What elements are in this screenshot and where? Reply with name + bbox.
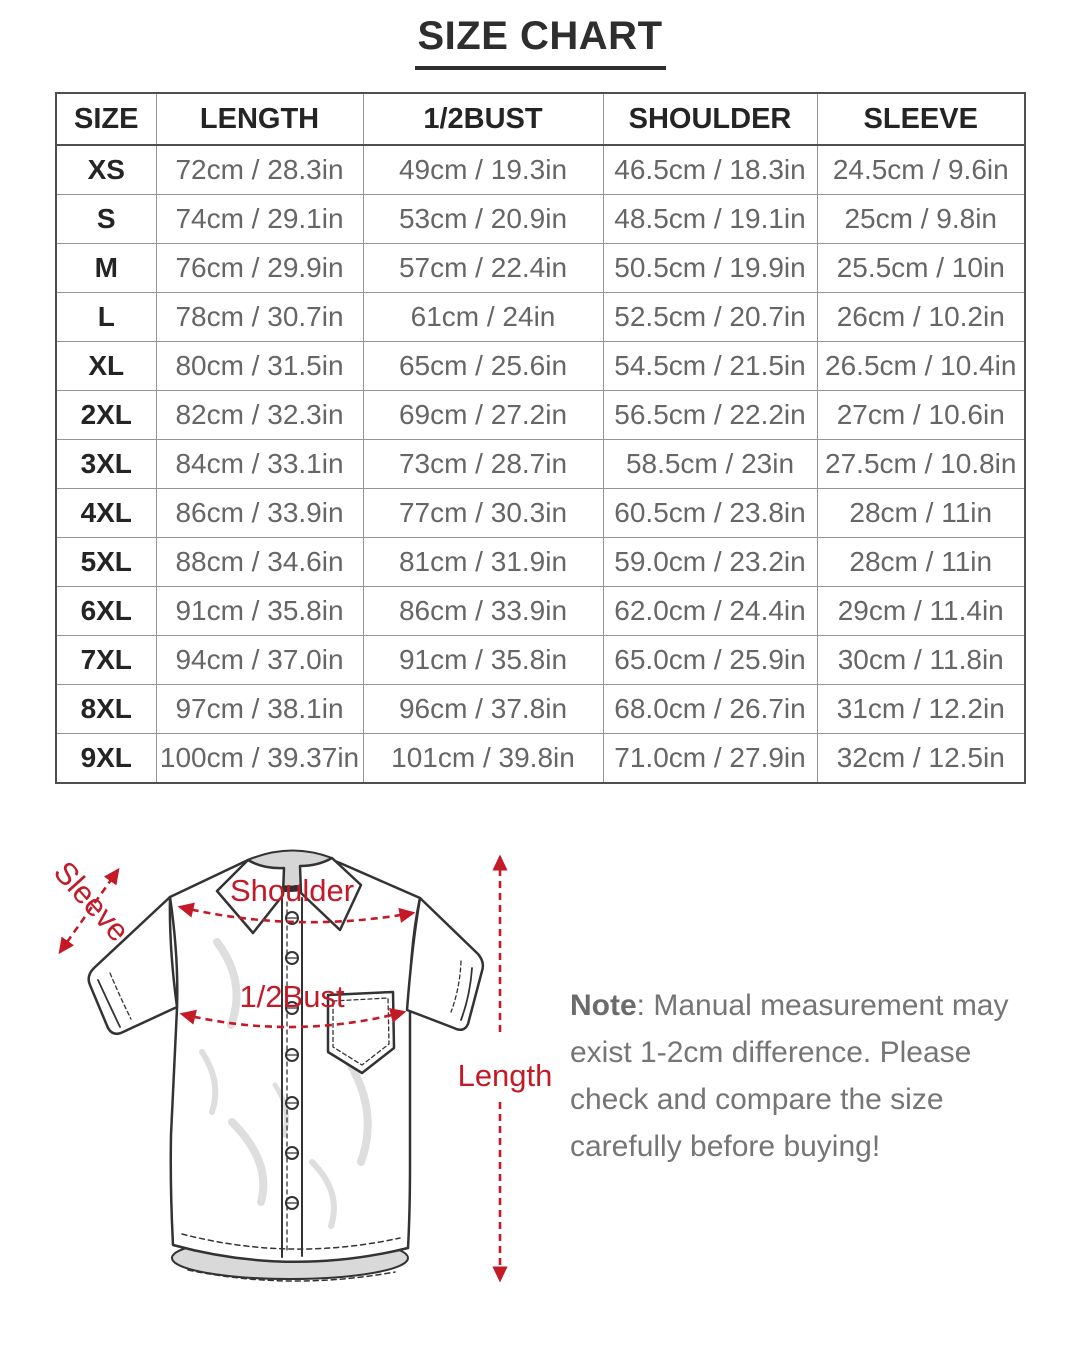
shoulder-cell: 56.5cm / 22.2in	[603, 391, 817, 440]
measurement-note	[570, 982, 1048, 1170]
length-cell: 82cm / 32.3in	[156, 391, 363, 440]
length-cell: 78cm / 30.7in	[156, 293, 363, 342]
table-header-row	[56, 93, 1025, 145]
bust-cell: 91cm / 35.8in	[363, 636, 603, 685]
size-row	[56, 538, 1025, 587]
bust-cell: 81cm / 31.9in	[363, 538, 603, 587]
shoulder-cell: 65.0cm / 25.9in	[603, 636, 817, 685]
sleeve-label: Sleeve	[46, 854, 137, 949]
size-cell: XL	[56, 342, 156, 391]
sleeve-cell: 27.5cm / 10.8in	[817, 440, 1025, 489]
bust-cell: 73cm / 28.7in	[363, 440, 603, 489]
length-cell: 91cm / 35.8in	[156, 587, 363, 636]
length-cell: 100cm / 39.37in	[156, 734, 363, 784]
shoulder-cell: 60.5cm / 23.8in	[603, 489, 817, 538]
size-row	[56, 440, 1025, 489]
length-cell: 84cm / 33.1in	[156, 440, 363, 489]
size-cell: 2XL	[56, 391, 156, 440]
size-chart-table	[55, 92, 1026, 784]
size-row	[56, 636, 1025, 685]
length-cell: 72cm / 28.3in	[156, 145, 363, 195]
sleeve-cell: 31cm / 12.2in	[817, 685, 1025, 734]
size-cell: L	[56, 293, 156, 342]
sleeve-cell: 32cm / 12.5in	[817, 734, 1025, 784]
bust-cell: 69cm / 27.2in	[363, 391, 603, 440]
sleeve-cell: 25cm / 9.8in	[817, 195, 1025, 244]
shoulder-cell: 54.5cm / 21.5in	[603, 342, 817, 391]
size-cell: S	[56, 195, 156, 244]
bust-cell: 86cm / 33.9in	[363, 587, 603, 636]
shoulder-cell: 52.5cm / 20.7in	[603, 293, 817, 342]
bust-label: 1/2Bust	[239, 979, 345, 1014]
shoulder-cell: 50.5cm / 19.9in	[603, 244, 817, 293]
shirt-measurement-diagram	[20, 830, 560, 1370]
sleeve-cell: 26cm / 10.2in	[817, 293, 1025, 342]
length-cell: 80cm / 31.5in	[156, 342, 363, 391]
size-row	[56, 489, 1025, 538]
bust-cell: 96cm / 37.8in	[363, 685, 603, 734]
size-cell: XS	[56, 145, 156, 195]
size-cell: 3XL	[56, 440, 156, 489]
size-cell: 8XL	[56, 685, 156, 734]
column-header-bust: 1/2BUST	[363, 93, 603, 145]
sleeve-cell: 27cm / 10.6in	[817, 391, 1025, 440]
sleeve-cell: 29cm / 11.4in	[817, 587, 1025, 636]
size-row	[56, 342, 1025, 391]
page-title-wrap	[0, 14, 1080, 70]
note-label: Note	[570, 989, 637, 1022]
note-text: : Manual measurement may exist 1-2cm difference. Please check and compare the size carefully before buying!	[570, 989, 1009, 1163]
sleeve-cell: 28cm / 11in	[817, 489, 1025, 538]
column-header-shoulder: SHOULDER	[603, 93, 817, 145]
length-cell: 74cm / 29.1in	[156, 195, 363, 244]
shoulder-cell: 59.0cm / 23.2in	[603, 538, 817, 587]
length-cell: 86cm / 33.9in	[156, 489, 363, 538]
shoulder-cell: 58.5cm / 23in	[603, 440, 817, 489]
length-cell: 88cm / 34.6in	[156, 538, 363, 587]
length-label: Length	[457, 1058, 553, 1093]
size-cell: 9XL	[56, 734, 156, 784]
column-header-sleeve: SLEEVE	[817, 93, 1025, 145]
size-cell: 6XL	[56, 587, 156, 636]
size-row	[56, 587, 1025, 636]
size-row	[56, 734, 1025, 784]
length-cell: 76cm / 29.9in	[156, 244, 363, 293]
sleeve-cell: 30cm / 11.8in	[817, 636, 1025, 685]
shoulder-cell: 48.5cm / 19.1in	[603, 195, 817, 244]
sleeve-cell: 26.5cm / 10.4in	[817, 342, 1025, 391]
sleeve-cell: 25.5cm / 10in	[817, 244, 1025, 293]
shoulder-cell: 62.0cm / 24.4in	[603, 587, 817, 636]
size-cell: 7XL	[56, 636, 156, 685]
size-row	[56, 391, 1025, 440]
bust-cell: 101cm / 39.8in	[363, 734, 603, 784]
size-cell: 5XL	[56, 538, 156, 587]
page-title: SIZE CHART	[415, 14, 666, 70]
length-cell: 97cm / 38.1in	[156, 685, 363, 734]
size-row	[56, 244, 1025, 293]
right-sleeve	[407, 898, 483, 1030]
bust-cell: 49cm / 19.3in	[363, 145, 603, 195]
size-row	[56, 195, 1025, 244]
size-row	[56, 293, 1025, 342]
shoulder-cell: 68.0cm / 26.7in	[603, 685, 817, 734]
shoulder-label: Shoulder	[229, 873, 355, 908]
bust-cell: 57cm / 22.4in	[363, 244, 603, 293]
column-header-length: LENGTH	[156, 93, 363, 145]
size-cell: 4XL	[56, 489, 156, 538]
sleeve-cell: 24.5cm / 9.6in	[817, 145, 1025, 195]
length-cell: 94cm / 37.0in	[156, 636, 363, 685]
column-header-size: SIZE	[56, 93, 156, 145]
shoulder-cell: 71.0cm / 27.9in	[603, 734, 817, 784]
shoulder-cell: 46.5cm / 18.3in	[603, 145, 817, 195]
bust-cell: 53cm / 20.9in	[363, 195, 603, 244]
bust-cell: 61cm / 24in	[363, 293, 603, 342]
sleeve-cell: 28cm / 11in	[817, 538, 1025, 587]
bust-cell: 65cm / 25.6in	[363, 342, 603, 391]
size-row	[56, 685, 1025, 734]
size-cell: M	[56, 244, 156, 293]
size-row	[56, 145, 1025, 195]
bust-cell: 77cm / 30.3in	[363, 489, 603, 538]
